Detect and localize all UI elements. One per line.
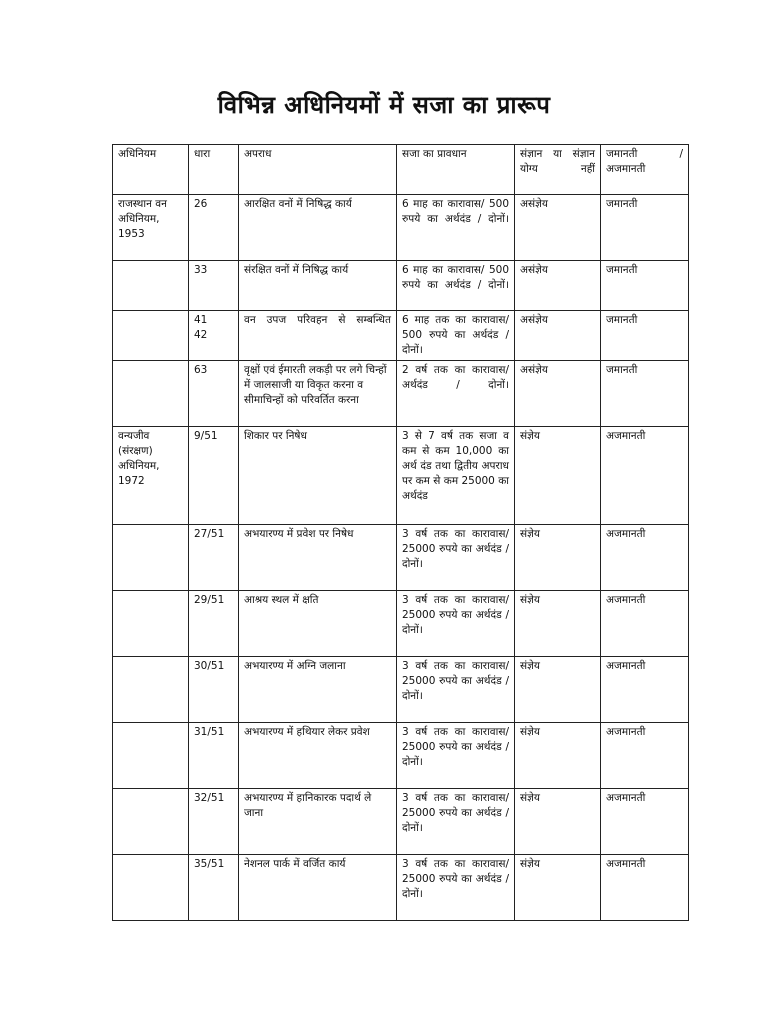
header-section: धारा	[189, 145, 239, 195]
cell-cognizable: असंज्ञेय	[515, 311, 601, 361]
cell-section: 32/51	[189, 789, 239, 855]
cell-act	[113, 261, 189, 311]
cell-cognizable: असंज्ञेय	[515, 195, 601, 261]
cell-cognizable: असंज्ञेय	[515, 361, 601, 427]
cell-cognizable: संज्ञेय	[515, 657, 601, 723]
table-row	[113, 195, 689, 261]
cell-offence: अभयारण्य में हथियार लेकर प्रवेश	[239, 723, 397, 789]
cell-section: 30/51	[189, 657, 239, 723]
cell-act	[113, 525, 189, 591]
punishment-table	[112, 144, 689, 921]
cell-act: वन्यजीव (संरक्षण) अधिनियम, 1972	[113, 427, 189, 525]
cell-act	[113, 591, 189, 657]
table-row	[113, 657, 689, 723]
table-row	[113, 723, 689, 789]
cell-act	[113, 361, 189, 427]
cell-cognizable: असंज्ञेय	[515, 261, 601, 311]
table-row	[113, 591, 689, 657]
table-row	[113, 361, 689, 427]
cell-bail: अजमानती	[601, 723, 689, 789]
table-row	[113, 261, 689, 311]
cell-section: 29/51	[189, 591, 239, 657]
cell-cognizable: संज्ञेय	[515, 525, 601, 591]
cell-bail: जमानती	[601, 195, 689, 261]
table-row	[113, 311, 689, 361]
cell-act	[113, 789, 189, 855]
cell-offence: नेशनल पार्क में वर्जित कार्य	[239, 855, 397, 921]
cell-offence: अभयारण्य में हानिकारक पदार्थ ले जाना	[239, 789, 397, 855]
cell-bail: अजमानती	[601, 525, 689, 591]
cell-section: 26	[189, 195, 239, 261]
cell-offence: शिकार पर निषेध	[239, 427, 397, 525]
header-cognizable: संज्ञान या संज्ञान योग्य नहीं	[515, 145, 601, 195]
cell-offence: आरक्षित वनों में निषिद्ध कार्य	[239, 195, 397, 261]
cell-cognizable: संज्ञेय	[515, 427, 601, 525]
cell-cognizable: संज्ञेय	[515, 789, 601, 855]
cell-section: 41 42	[189, 311, 239, 361]
cell-act	[113, 855, 189, 921]
table-row	[113, 525, 689, 591]
cell-bail: जमानती	[601, 261, 689, 311]
table-header-row	[113, 145, 689, 195]
cell-cognizable: संज्ञेय	[515, 855, 601, 921]
cell-punishment: 2 वर्ष तक का कारावास/ अर्थदंड / दोनों।	[397, 361, 515, 427]
cell-offence: संरक्षित वनों में निषिद्ध कार्य	[239, 261, 397, 311]
table-row	[113, 789, 689, 855]
page-title: विभिन्न अधिनियमों में सजा का प्रारूप	[217, 91, 551, 119]
table-body	[113, 195, 689, 921]
cell-bail: अजमानती	[601, 855, 689, 921]
cell-bail: अजमानती	[601, 427, 689, 525]
cell-punishment: 6 माह का कारावास/ 500 रुपये का अर्थदंड / दोनों।	[397, 261, 515, 311]
cell-punishment: 3 से 7 वर्ष तक सजा व कम से कम 10,000 का अर्थ दंड तथा द्वितीय अपराध पर कम से कम 25000 का अर्थदंड	[397, 427, 515, 525]
cell-punishment: 3 वर्ष तक का कारावास/ 25000 रुपये का अर्थदंड / दोनों।	[397, 657, 515, 723]
cell-offence: वन उपज परिवहन से सम्बन्धित	[239, 311, 397, 361]
cell-bail: जमानती	[601, 311, 689, 361]
cell-offence: आश्रय स्थल में क्षति	[239, 591, 397, 657]
cell-section: 9/51	[189, 427, 239, 525]
cell-act	[113, 311, 189, 361]
header-offence: अपराध	[239, 145, 397, 195]
cell-punishment: 6 माह का कारावास/ 500 रुपये का अर्थदंड / दोनों।	[397, 195, 515, 261]
cell-bail: जमानती	[601, 361, 689, 427]
cell-offence: वृक्षों एवं ईमारती लकड़ी पर लगे चिन्हों में जालसाजी या विकृत करना व सीमाचिन्हों को परिवर्तित करना	[239, 361, 397, 427]
cell-cognizable: संज्ञेय	[515, 591, 601, 657]
cell-bail: अजमानती	[601, 591, 689, 657]
cell-punishment: 3 वर्ष तक का कारावास/ 25000 रुपये का अर्थदंड / दोनों।	[397, 525, 515, 591]
cell-punishment: 6 माह तक का कारावास/ 500 रुपये का अर्थदंड / दोनों।	[397, 311, 515, 361]
cell-section: 33	[189, 261, 239, 311]
cell-bail: अजमानती	[601, 789, 689, 855]
cell-offence: अभयारण्य में अग्नि जलाना	[239, 657, 397, 723]
cell-section: 31/51	[189, 723, 239, 789]
table-row	[113, 855, 689, 921]
header-act: अधिनियम	[113, 145, 189, 195]
header-punishment: सजा का प्रावधान	[397, 145, 515, 195]
cell-act	[113, 657, 189, 723]
cell-offence: अभयारण्य में प्रवेश पर निषेध	[239, 525, 397, 591]
cell-cognizable: संज्ञेय	[515, 723, 601, 789]
cell-act: राजस्थान वन अधिनियम, 1953	[113, 195, 189, 261]
cell-bail: अजमानती	[601, 657, 689, 723]
table-row	[113, 427, 689, 525]
cell-punishment: 3 वर्ष तक का कारावास/ 25000 रुपये का अर्थदंड / दोनों।	[397, 789, 515, 855]
cell-section: 63	[189, 361, 239, 427]
cell-punishment: 3 वर्ष तक का कारावास/ 25000 रुपये का अर्थदंड / दोनों।	[397, 723, 515, 789]
cell-section: 27/51	[189, 525, 239, 591]
cell-punishment: 3 वर्ष तक का कारावास/ 25000 रुपये का अर्थदंड / दोनों।	[397, 591, 515, 657]
cell-section: 35/51	[189, 855, 239, 921]
cell-act	[113, 723, 189, 789]
header-bail: जमानती / अजमानती	[601, 145, 689, 195]
cell-punishment: 3 वर्ष तक का कारावास/ 25000 रुपये का अर्थदंड / दोनों।	[397, 855, 515, 921]
